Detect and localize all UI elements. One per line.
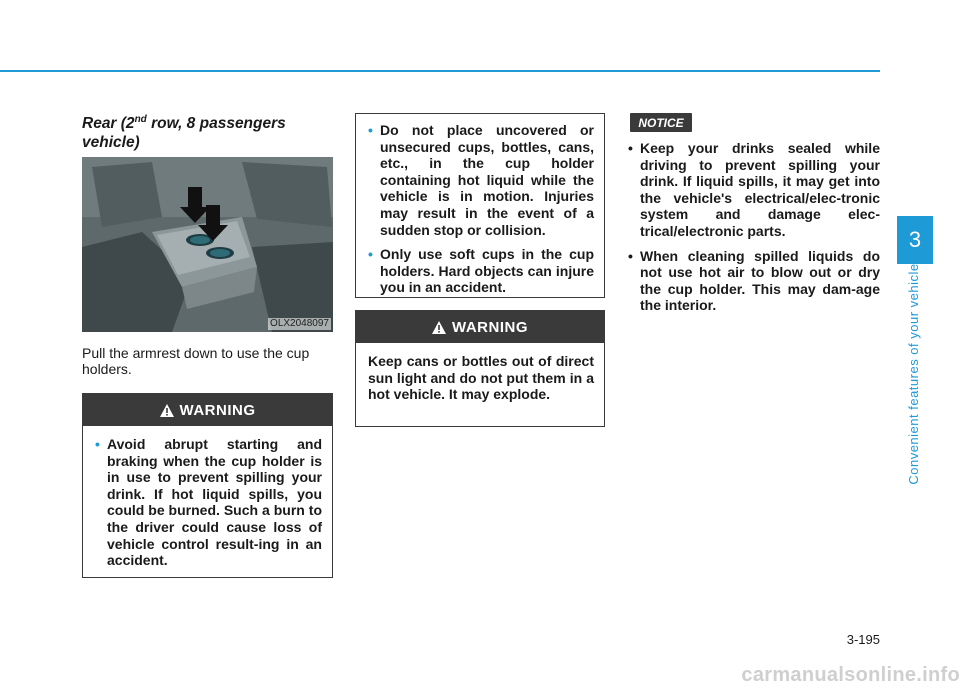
warning-triangle-icon: [160, 404, 174, 417]
warning-body: [356, 114, 604, 308]
chapter-tab: 3: [897, 216, 933, 264]
bullet-icon: •: [368, 246, 373, 263]
armrest-cup-holder-photo: [82, 157, 333, 332]
warning-box-middle-bottom: [355, 310, 605, 427]
warning-box-middle-top: [355, 113, 605, 298]
warning-body: [356, 343, 604, 415]
chapter-title: Convenient features of your vehicle: [906, 263, 921, 485]
warning-header-label: WARNING: [452, 318, 528, 336]
top-rule: [0, 70, 880, 72]
figure-code: OLX2048097: [270, 318, 329, 329]
watermark: carmanualsonline.info: [741, 664, 960, 686]
section-title: Rear (2nd row, 8 passengers vehicle): [82, 114, 286, 152]
warning-box-left: [82, 393, 333, 578]
notice-item: • Keep your drinks sealed while driving to prevent spilling your drink. If liquid spills, it may get into the vehicle's electrical/elec-tronic system and damage elec-trical/electronic parts.: [628, 140, 880, 239]
warning-triangle-icon: [432, 321, 446, 334]
warning-text: Keep cans or bottles out of direct sun light and do not put them in a hot vehicle. It may explode.: [368, 353, 594, 403]
warning-body: [83, 426, 332, 581]
bullet-icon: •: [628, 247, 633, 264]
instruction-paragraph: Pull the armrest down to use the cup holders.: [82, 345, 310, 377]
bullet-icon: •: [368, 122, 373, 138]
notice-item: • When cleaning spilled liquids do not use hot air to blow out or dry the cup holder. This may dam-age the interior.: [628, 247, 880, 314]
warning-header: [83, 394, 332, 426]
warning-item: • Avoid abrupt starting and braking when the cup holder is in use to prevent spilling your drink. If hot liquid spills, you could be burned. Such a burn to the driver could cause loss of vehicle control result-ing in an accident.: [95, 436, 322, 569]
bullet-icon: •: [95, 436, 100, 452]
warning-item: • Only use soft cups in the cup holders. Hard objects can injure you in an accident.: [368, 246, 594, 296]
bullet-icon: •: [628, 140, 633, 156]
warning-header-label: WARNING: [179, 401, 256, 419]
photo-illustration: [82, 157, 333, 332]
notice-badge: NOTICE: [630, 113, 692, 132]
warning-item: • Do not place uncovered or unsecured cups, bottles, cans, etc., in the cup holder containing hot liquid while the vehicle is in motion. Injuries may result in the event of a sudden stop or collision.: [368, 122, 594, 238]
notice-list: [628, 140, 880, 322]
page-number: 3-195: [846, 632, 880, 647]
warning-header: [356, 311, 604, 343]
